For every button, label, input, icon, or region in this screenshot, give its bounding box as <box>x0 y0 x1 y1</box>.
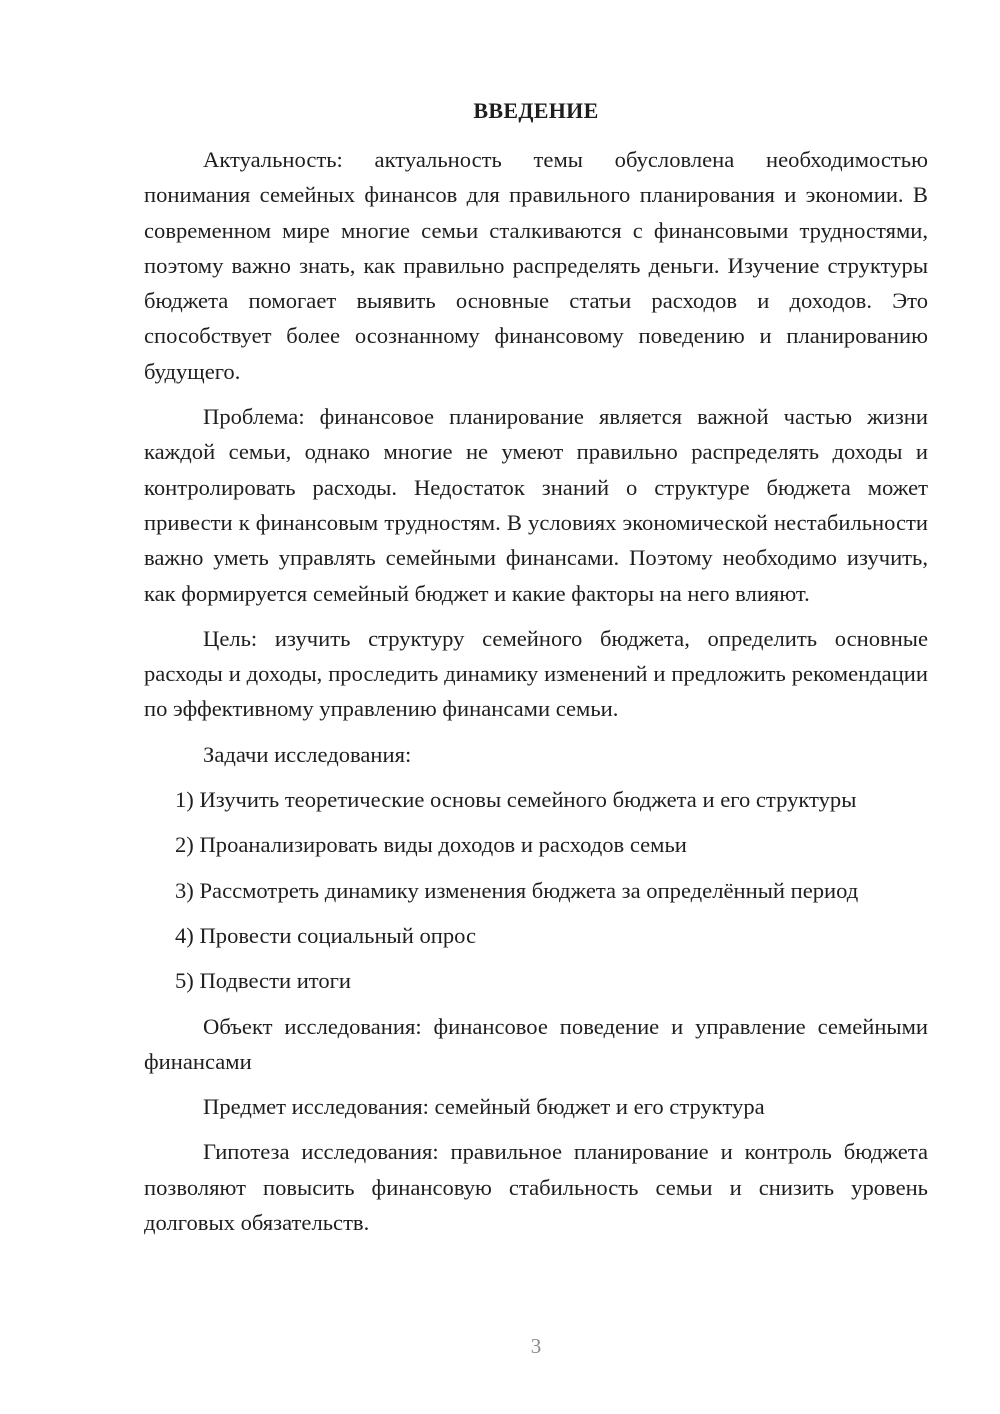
document-page <box>144 0 928 1414</box>
relevance-paragraph: Актуальность: актуальность темы обусловлена необходимостью понимания семейных финансов для правильного планирования и экономии. В современном мире многие семьи сталкиваются с финансовыми трудностями, поэтому важно знать, как правильно распределять деньги. Изучение структуры бюджета помогает выявить основные статьи расходов и доходов. Это способствует более осознанному финансовому поведению и планированию будущего. <box>144 147 928 384</box>
task-item: 5) Подвести итоги <box>175 968 352 994</box>
page-number: 3 <box>530 1334 542 1358</box>
page-title: ВВЕДЕНИЕ <box>473 98 599 123</box>
document-body <box>144 142 928 1250</box>
task-item: 1) Изучить теоретические основы семейного бюджета и его структуры <box>175 787 857 813</box>
hypothesis-paragraph: Гипотеза исследования: правильное планирование и контроль бюджета позволяют повысить финансовую стабильность семьи и снизить уровень долговых обязательств. <box>144 1139 928 1236</box>
task-item: 4) Провести социальный опрос <box>175 922 477 948</box>
tasks-heading: Задачи исследования: <box>203 741 412 767</box>
goal-paragraph: Цель: изучить структуру семейного бюджета, определить основные расходы и доходы, проследить динамику изменений и предложить рекомендации по эффективному управлению финансами семьи. <box>144 625 928 722</box>
task-item: 2) Проанализировать виды доходов и расходов семьи <box>175 832 687 858</box>
task-item: 3) Рассмотреть динамику изменения бюджета за определённый период <box>175 877 859 903</box>
object-paragraph: Объект исследования: финансовое поведение и управление семейными финансами <box>144 1013 928 1074</box>
problem-paragraph: Проблема: финансовое планирование является важной частью жизни каждой семьи, однако многие не умеют правильно распределять доходы и контролировать расходы. Недостаток знаний о структуре бюджета может привести к финансовым трудностям. В условиях экономической нестабильности важно уметь управлять семейными финансами. Поэтому необходимо изучить, как формируется семейный бюджет и какие факторы на него влияют. <box>144 404 928 606</box>
subject-paragraph: Предмет исследования: семейный бюджет и его структура <box>203 1094 765 1120</box>
